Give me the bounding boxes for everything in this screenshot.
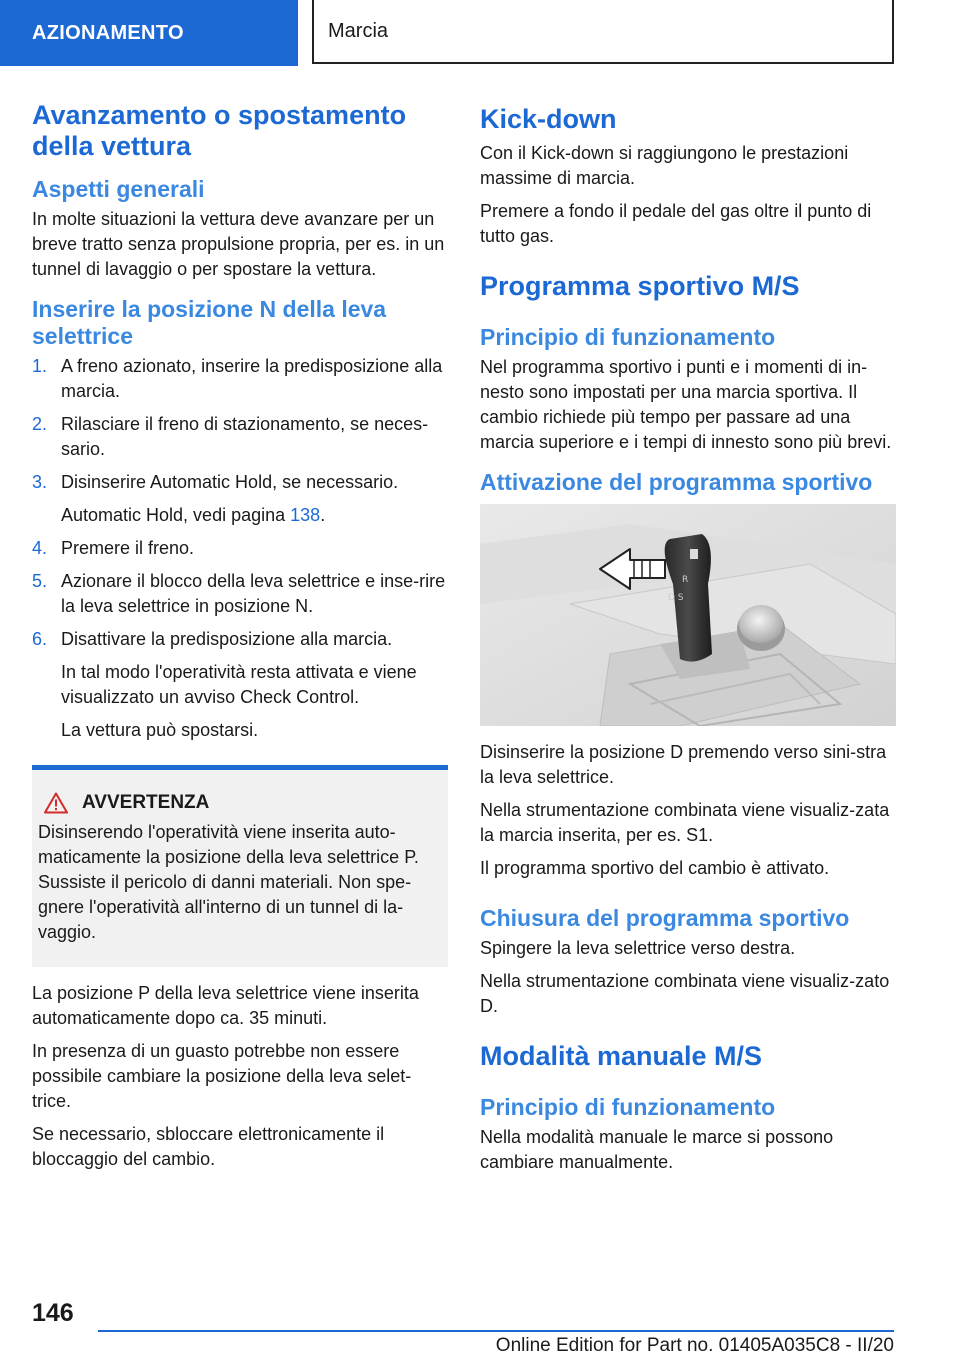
heading-kickdown: Kick-down <box>480 104 617 134</box>
page-number: 146 <box>32 1299 74 1327</box>
text-fault: In presenza di un guasto potrebbe non essere possibile cambiare la posizione della leva selet‐trice. <box>32 1041 412 1111</box>
svg-text:R: R <box>682 575 689 585</box>
step-note: Automatic Hold, vedi pagina 138. <box>61 505 326 525</box>
heading-sport-program: Programma sportivo M/S <box>480 271 800 301</box>
heading-sport-close: Chiusura del programma sportivo <box>480 905 850 931</box>
text-close-2: Nella strumentazione combinata viene visualiz‐zato D. <box>480 971 890 1016</box>
text-close-1: Spingere la leva selettrice verso destra. <box>480 938 796 958</box>
heading-general: Aspetti generali <box>32 176 205 202</box>
warning-box <box>32 765 448 967</box>
warning-triangle-icon <box>44 792 68 814</box>
svg-text:D S: D S <box>668 593 684 603</box>
page-link[interactable]: 138 <box>290 505 321 525</box>
heading-sport-principle: Principio di funzionamento <box>480 324 776 350</box>
section-tab: AZIONAMENTO <box>0 0 298 66</box>
heading-manual-mode: Modalità manuale M/S <box>480 1041 763 1071</box>
warning-header <box>38 792 440 814</box>
text-general: In molte situazioni la vettura deve avanzare per un breve tratto senza propulsione propria, per es. in un tunnel di lavaggio o per spostare la vettura. <box>32 209 445 279</box>
text-activate-2: Nella strumentazione combinata viene visualiz‐zata la marcia inserita, per es. S1. <box>480 800 890 845</box>
section-title-moving-vehicle: Avanzamento o spostamento della vettura <box>32 100 407 161</box>
list-item: 6. Disattivare la predisposizione alla marcia. <box>32 629 393 649</box>
text-manual-principle: Nella modalità manuale le marce si possono cambiare manualmente. <box>480 1127 834 1172</box>
text-kickdown-1: Con il Kick-down si raggiungono le prestazioni massime di marcia. <box>480 143 849 188</box>
text-activate-1: Disinserire la posizione D premendo verso sini‐stra la leva selettrice. <box>480 742 887 787</box>
footer-divider <box>98 1330 894 1332</box>
text-activate-3: Il programma sportivo del cambio è attivato. <box>480 858 830 878</box>
text-unlock: Se necessario, sbloccare elettronicamente il bloccaggio del cambio. <box>32 1124 385 1169</box>
step-note: In tal modo l'operatività resta attivata e viene visualizzato un avviso Check Control. <box>61 662 417 707</box>
list-item: 5. Azionare il blocco della leva selettrice e inse‐rire la leva selettrice in posizione N. <box>32 571 446 616</box>
gear-selector-illustration <box>480 504 896 726</box>
text-auto-park: La posizione P della leva selettrice viene inserita automaticamente dopo ca. 35 minuti. <box>32 983 419 1028</box>
footer-edition: Online Edition for Part no. 01405A035C8 - II/20 <box>495 1335 894 1356</box>
heading-neutral: Inserire la posizione N della leva selettrice <box>32 296 387 349</box>
warning-text: Disinserendo l'operatività viene inserita auto‐maticamente la posizione della leva selettrice P. Sussiste il pericolo di danni materiali. Non spe‐gnere l'operatività all'interno di un tunnel di la‐vaggio. <box>38 822 419 942</box>
left-column <box>32 100 448 1180</box>
chapter-title: Marcia <box>312 0 894 64</box>
steps-list <box>32 354 448 743</box>
heading-manual-principle: Principio di funzionamento <box>480 1094 776 1120</box>
step-note: La vettura può spostarsi. <box>61 720 259 740</box>
text-sport-principle: Nel programma sportivo i punti e i momenti di in‐nesto sono impostati per una marcia sportiva. Il cambio richiede più tempo per passare ad una marcia superiore e i tempi di innesto sono più brevi. <box>480 357 892 452</box>
warning-label: AVVERTENZA <box>82 792 210 813</box>
list-item: 1. A freno azionato, inserire la predisposizione alla marcia. <box>32 356 443 401</box>
list-item: 2. Rilasciare il freno di stazionamento, se neces‐sario. <box>32 414 429 459</box>
heading-sport-activate: Attivazione del programma sportivo <box>480 469 873 495</box>
list-item: 4. Premere il freno. <box>32 538 195 558</box>
list-item: 3. Disinserire Automatic Hold, se necessario. <box>32 472 399 492</box>
right-column <box>480 104 896 1183</box>
text-kickdown-2: Premere a fondo il pedale del gas oltre il punto di tutto gas. <box>480 201 872 246</box>
